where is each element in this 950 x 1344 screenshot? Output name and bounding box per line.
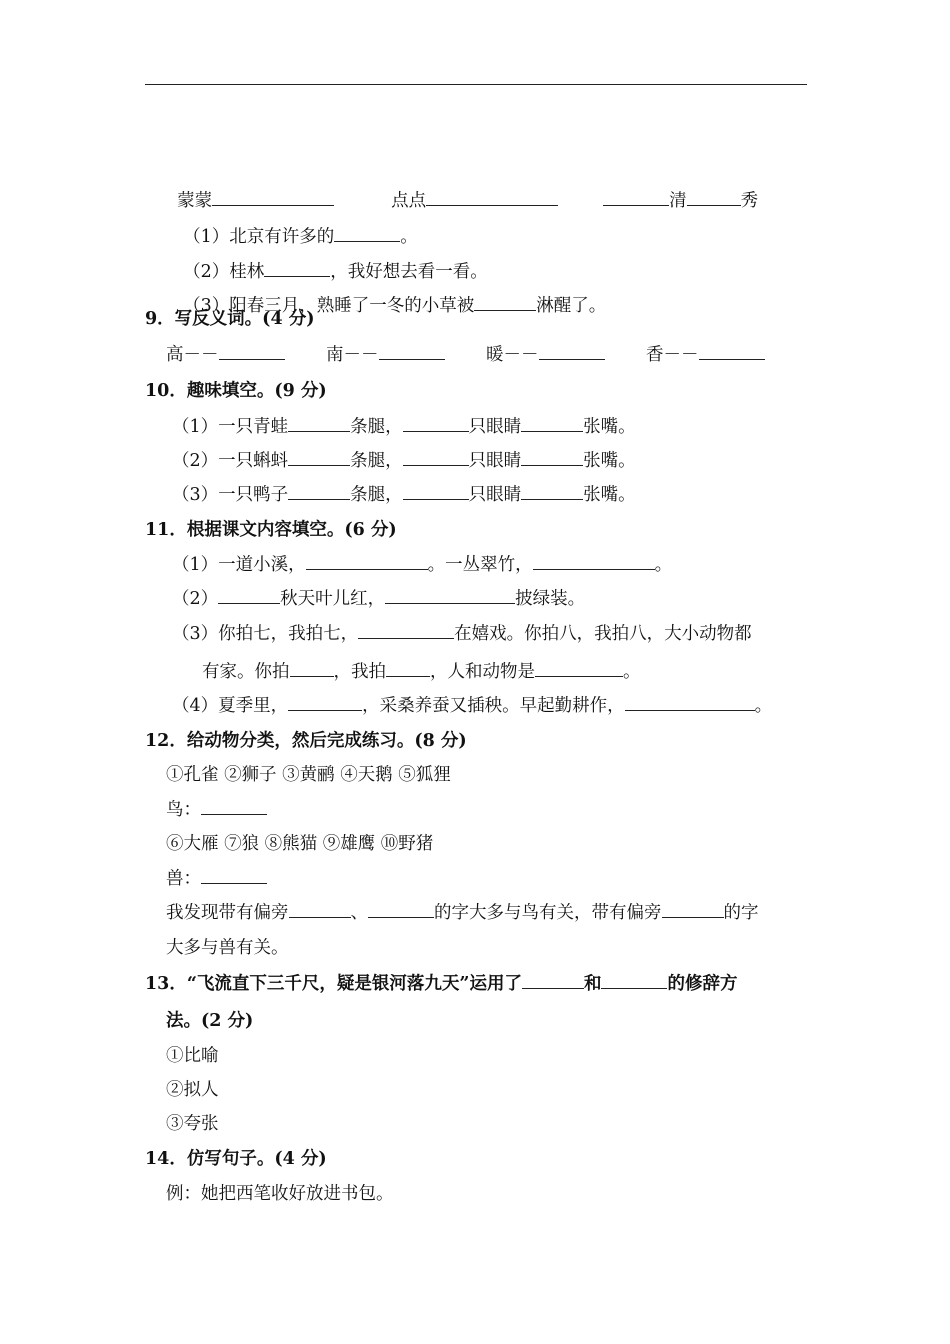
- q12-birds: 鸟：: [166, 799, 267, 821]
- q12-para-1: 我发现带有偏旁 、 的字大多与鸟有关，带有偏旁 的字: [166, 903, 759, 923]
- q10-title: 10．趣味填空。(9 分): [145, 381, 327, 401]
- header-rule: [145, 84, 807, 85]
- blank[interactable]: [288, 416, 350, 432]
- blank[interactable]: [218, 588, 280, 604]
- q9-item: 暖－－: [486, 344, 605, 366]
- blank[interactable]: [289, 902, 351, 918]
- blank[interactable]: [368, 902, 434, 918]
- blank[interactable]: [306, 554, 428, 570]
- sentence-1: （1）北京有许多的 。: [183, 227, 418, 247]
- word-diandian: 点点: [391, 191, 427, 211]
- q9-item: 香－－: [646, 344, 765, 366]
- q9-item: 高－－: [166, 344, 285, 366]
- blank[interactable]: [201, 799, 267, 815]
- blank[interactable]: [386, 661, 430, 677]
- q12-beasts: 兽：: [166, 868, 267, 890]
- blank[interactable]: [288, 484, 350, 500]
- blank[interactable]: [426, 190, 558, 206]
- blank[interactable]: [403, 416, 469, 432]
- blank[interactable]: [535, 661, 623, 677]
- q13-option-1: ①比喻: [166, 1046, 219, 1066]
- blank[interactable]: [474, 295, 536, 311]
- q10-row-1: （1）一只青蛙 条腿， 只眼睛 张嘴。: [172, 417, 636, 437]
- q14-title: 14．仿写句子。(4 分): [145, 1149, 327, 1169]
- word-mengmeng: 蒙蒙: [177, 191, 213, 211]
- sentence-3: （3）阳春三月，熟睡了一冬的小草被 淋醒了。: [183, 296, 607, 316]
- blank[interactable]: [522, 973, 584, 989]
- q11-row-2: （2） 秋天叶儿红， 披绿装。: [172, 589, 586, 609]
- q11-row-3: （3）你拍七，我拍七， 在嬉戏。你拍八，我拍八，大小动物都: [172, 624, 752, 644]
- q9-item: 南－－: [326, 344, 445, 366]
- q11-row-4: （4）夏季里， ，采桑养蚕又插秧。早起勤耕作， 。: [172, 696, 773, 716]
- blank[interactable]: [687, 190, 741, 206]
- q11-row-3b: 有家。你拍 ，我拍 ，人和动物是 。: [202, 662, 641, 682]
- blank[interactable]: [358, 623, 454, 639]
- q12-para-2: 大多与兽有关。: [166, 938, 289, 958]
- q13-title-2: 法。(2 分): [166, 1011, 254, 1031]
- blank[interactable]: [403, 450, 469, 466]
- q13-title: 13．“飞流直下三千尺，疑是银河落九天”运用了 和 的修辞方: [145, 974, 738, 994]
- sentence-2: （2）桂林 ，我好想去看一看。: [183, 262, 488, 282]
- blank[interactable]: [521, 484, 583, 500]
- blank[interactable]: [219, 344, 285, 360]
- blank[interactable]: [288, 695, 362, 711]
- q12-list-2: ⑥大雁 ⑦狼 ⑧熊猫 ⑨雄鹰 ⑩野猪: [166, 834, 434, 854]
- blank[interactable]: [625, 695, 755, 711]
- word-row-3: 清 秀: [592, 168, 758, 212]
- blank[interactable]: [521, 416, 583, 432]
- blank[interactable]: [699, 344, 765, 360]
- blank[interactable]: [403, 484, 469, 500]
- blank[interactable]: [601, 973, 667, 989]
- q14-example: 例：她把西笔收好放进书包。: [166, 1184, 394, 1204]
- blank[interactable]: [533, 554, 655, 570]
- q10-row-3: （3）一只鸭子 条腿， 只眼睛 张嘴。: [172, 485, 636, 505]
- q10-row-2: （2）一只蝌蚪 条腿， 只眼睛 张嘴。: [172, 451, 636, 471]
- blank[interactable]: [290, 661, 334, 677]
- q11-row-1: （1）一道小溪， 。一丛翠竹， 。: [172, 555, 673, 575]
- q13-option-2: ②拟人: [166, 1080, 219, 1100]
- blank[interactable]: [288, 450, 350, 466]
- q12-title: 12．给动物分类，然后完成练习。(8 分): [145, 731, 467, 751]
- q11-title: 11．根据课文内容填空。(6 分): [145, 520, 397, 540]
- blank[interactable]: [521, 450, 583, 466]
- blank[interactable]: [379, 344, 445, 360]
- q12-list-1: ①孔雀 ②狮子 ③黄鹂 ④天鹅 ⑤狐狸: [166, 765, 451, 785]
- blank[interactable]: [201, 868, 267, 884]
- q13-option-3: ③夸张: [166, 1114, 219, 1134]
- blank[interactable]: [385, 588, 515, 604]
- q9-title: 9．写反义词。(4 分): [145, 309, 315, 329]
- blank[interactable]: [539, 344, 605, 360]
- blank[interactable]: [662, 902, 724, 918]
- blank[interactable]: [603, 190, 669, 206]
